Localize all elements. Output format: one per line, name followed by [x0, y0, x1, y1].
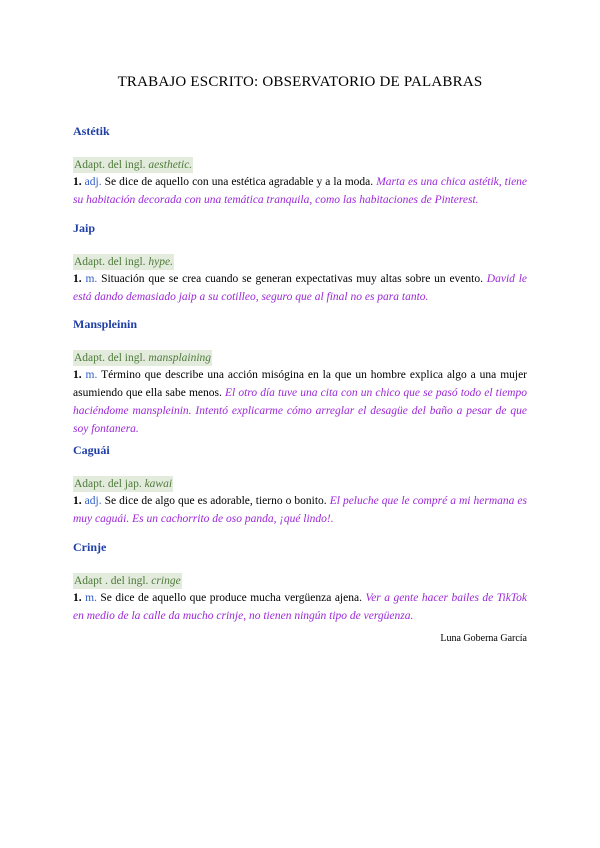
etymology-note: Adapt. del jap. kawai: [74, 478, 173, 490]
entry-jaip: [73, 221, 527, 306]
entry-headword: Manspleinin: [73, 317, 138, 331]
usage-example: Ver a gente hacer bailes de TikTok en medio de la calle da mucho crinje, no tienen ningún tipo de vergüenza.: [73, 592, 527, 622]
entry-definition: 1. adj. Se dice de algo que es adorable, tierno o bonito. El peluche que le compré a mi hermana es muy caguái. Es un cachorrito de oso panda, ¡qué lindo!.: [73, 495, 528, 525]
entry-headword: Jaip: [73, 221, 96, 235]
entry-astetik: [73, 124, 527, 209]
entry-definition: 1. m. Término que describe una acción misógina en la que un hombre explica algo a una mujer asumiendo que ella sabe menos. El otro día tuve una cita con un chico que se pasó todo el tiempo haciéndome manspleinin. Intentó explicarme cómo arreglar el desagüe del baño a pesar de que soy fontanera.: [73, 369, 528, 435]
usage-example: El peluche que le compré a mi hermana es muy caguái. Es un cachorrito de oso panda, ¡qué lindo!.: [73, 495, 528, 525]
entry-caguai: [73, 443, 527, 528]
usage-example: Marta es una chica astétik, tiene su habitación decorada con una temática tranquila, como las habitaciones de Pinterest.: [73, 176, 528, 206]
entry-definition: 1. m. Situación que se crea cuando se generan expectativas muy altas sobre un evento. David le está dando demasiado jaip a su cotilleo, seguro que al final no es para tanto.: [73, 273, 528, 303]
entry-crinje: [73, 540, 527, 625]
entry-headword: Crinje: [73, 540, 107, 554]
entry-headword: Astétik: [73, 124, 110, 138]
document-title: TRABAJO ESCRITO: OBSERVATORIO DE PALABRAS: [117, 74, 483, 90]
etymology-note: Adapt . del ingl. cringe: [74, 575, 181, 587]
etymology-note: Adapt. del ingl. mansplaining: [74, 352, 212, 364]
entry-manspleinin: [73, 317, 527, 438]
etymology-note: Adapt. del ingl. aesthetic.: [74, 159, 193, 171]
usage-example: David le está dando demasiado jaip a su cotilleo, seguro que al final no es para tanto.: [73, 273, 528, 303]
author-signature: Luna Goberna García: [440, 633, 527, 644]
part-of-speech: m.: [85, 273, 98, 285]
entry-definition: 1. m. Se dice de aquello que produce mucha vergüenza ajena. Ver a gente hacer bailes de TikTok en medio de la calle da mucho crinje, no tienen ningún tipo de vergüenza.: [73, 592, 527, 622]
entry-definition: 1. adj. Se dice de aquello con una estética agradable y a la moda. Marta es una chica astétik, tiene su habitación decorada con una temática tranquila, como las habitaciones de Pinterest.: [73, 176, 528, 206]
part-of-speech: adj.: [84, 495, 102, 507]
usage-example: El otro día tuve una cita con un chico que se pasó todo el tiempo haciéndome manspleinin. Intentó explicarme cómo arreglar el desagüe del baño a pesar de que soy fontanera.: [73, 387, 527, 435]
etymology-note: Adapt. del ingl. hype.: [74, 256, 174, 268]
part-of-speech: adj.: [84, 176, 102, 188]
part-of-speech: m.: [85, 592, 97, 604]
entry-headword: Caguái: [73, 443, 110, 457]
part-of-speech: m.: [85, 369, 98, 381]
